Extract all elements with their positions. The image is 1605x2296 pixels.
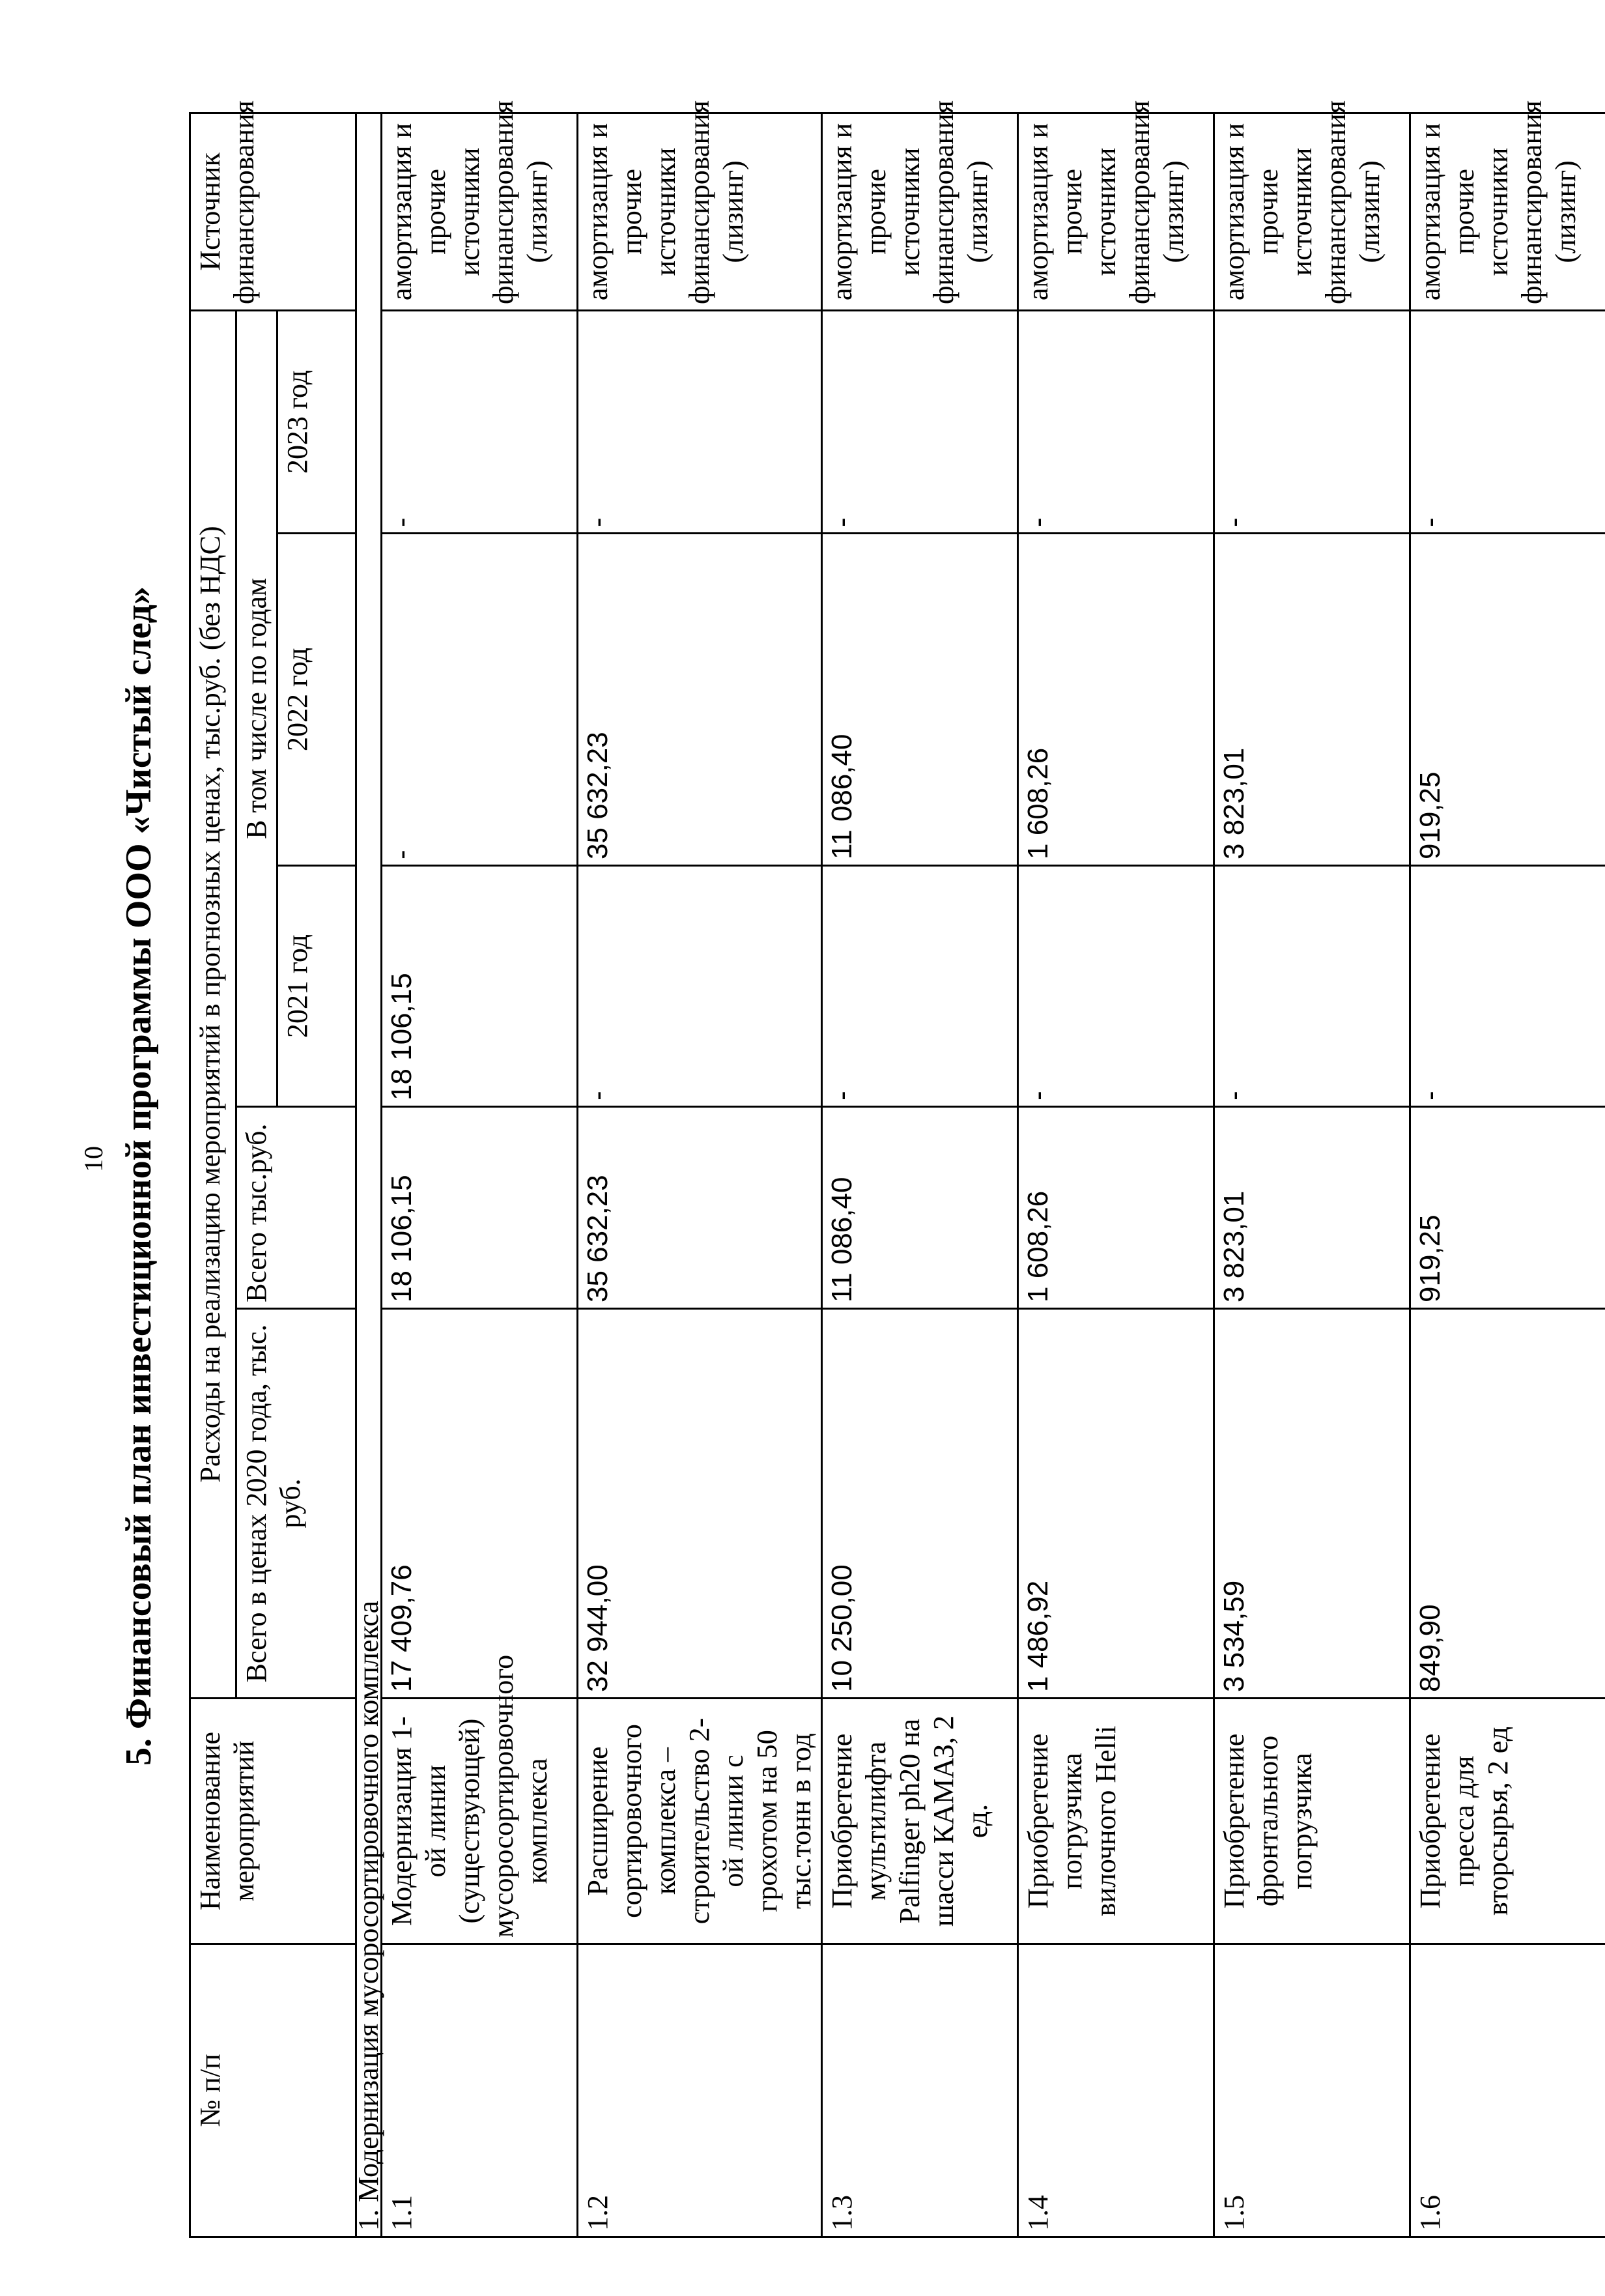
row-year-2021: - [1214, 866, 1410, 1107]
row-total: 18 106,15 [382, 1107, 578, 1309]
row-number: 1.1 [382, 1944, 578, 2237]
row-source: амортизация и прочие источники финансирования (лизинг) [1214, 113, 1410, 310]
header-expenses-group: Расходы на реализацию мероприятий в прогнозных ценах, тыс.руб. (без НДС) [190, 310, 236, 1698]
row-total: 35 632,23 [578, 1107, 822, 1309]
row-year-2021: - [1018, 866, 1214, 1107]
row-total: 919,25 [1410, 1107, 1605, 1309]
row-source: амортизация и прочие источники финансирования (лизинг) [1018, 113, 1214, 310]
row-year-2021: - [1410, 866, 1605, 1107]
row-base-2020: 849,90 [1410, 1309, 1605, 1699]
section-title: 1. Модернизация мусоросортировочного комплекса [356, 113, 382, 2237]
header-name: Наименование мероприятий [190, 1699, 356, 1944]
row-year-2021: 18 106,15 [382, 866, 578, 1107]
row-year-2022: 3 823,01 [1214, 534, 1410, 866]
header-source: Источник финансирования [190, 113, 356, 310]
row-base-2020: 3 534,59 [1214, 1309, 1410, 1699]
row-base-2020: 10 250,00 [822, 1309, 1018, 1699]
row-year-2023: - [822, 310, 1018, 533]
table-row [1214, 113, 1410, 2237]
page-number: 10 [79, 1146, 108, 1172]
table-row [578, 113, 822, 2237]
row-source: амортизация и прочие источники финансирования (лизинг) [1410, 113, 1605, 310]
row-number: 1.5 [1214, 1944, 1410, 2237]
row-year-2022: 11 086,40 [822, 534, 1018, 866]
header-year-2022: 2022 год [277, 534, 356, 866]
row-name: Расширение сортировочного комплекса – строительство 2-ой линии с грохотом на 50 тыс.тонн в год [578, 1699, 822, 1944]
header-by-years: В том числе по годам [236, 310, 277, 1106]
row-base-2020: 17 409,76 [382, 1309, 578, 1699]
row-name: Модернизация 1-ой линии (существующей) мусоросортировочного комплекса [382, 1699, 578, 1944]
header-num: № п/п [190, 1944, 356, 2237]
row-name: Приобретение мультилифта Palfinger ph20 на шасси КАМАЗ, 2 ед. [822, 1699, 1018, 1944]
row-number: 1.6 [1410, 1944, 1605, 2237]
row-year-2023: - [382, 310, 578, 533]
row-year-2021: - [822, 866, 1018, 1107]
row-year-2022: 1 608,26 [1018, 534, 1214, 866]
row-number: 1.4 [1018, 1944, 1214, 2237]
row-year-2023: - [578, 310, 822, 533]
row-year-2023: - [1018, 310, 1214, 533]
table-row [1410, 113, 1605, 2237]
header-total: Всего тыс.руб. [236, 1107, 356, 1309]
row-source: амортизация и прочие источники финансирования (лизинг) [822, 113, 1018, 310]
row-base-2020: 1 486,92 [1018, 1309, 1214, 1699]
row-name: Приобретение фронтального погрузчика [1214, 1699, 1410, 1944]
section-row [356, 113, 382, 2237]
row-base-2020: 32 944,00 [578, 1309, 822, 1699]
row-total: 11 086,40 [822, 1107, 1018, 1309]
header-row [190, 113, 236, 2237]
page-title: 5. Финансовый план инвестиционной программы ООО «Чистый след» [119, 586, 159, 1766]
table-row [1018, 113, 1214, 2237]
header-year-2021: 2021 год [277, 866, 356, 1107]
row-number: 1.2 [578, 1944, 822, 2237]
table-row [382, 113, 578, 2237]
row-year-2022: 35 632,23 [578, 534, 822, 866]
table-row [822, 113, 1018, 2237]
row-number: 1.3 [822, 1944, 1018, 2237]
row-name: Приобретение пресса для вторсырья, 2 ед [1410, 1699, 1605, 1944]
row-name: Приобретение погрузчика вилочного Helli [1018, 1699, 1214, 1944]
header-base-2020: Всего в ценах 2020 года, тыс. руб. [236, 1309, 356, 1699]
row-total: 3 823,01 [1214, 1107, 1410, 1309]
row-year-2021: - [578, 866, 822, 1107]
row-total: 1 608,26 [1018, 1107, 1214, 1309]
row-source: амортизация и прочие источники финансирования (лизинг) [578, 113, 822, 310]
header-year-2023: 2023 год [277, 310, 356, 533]
row-source: амортизация и прочие источники финансирования (лизинг) [382, 113, 578, 310]
financial-plan-table [189, 100, 1605, 2238]
row-year-2022: - [382, 534, 578, 866]
row-year-2023: - [1410, 310, 1605, 533]
row-year-2022: 919,25 [1410, 534, 1605, 866]
row-year-2023: - [1214, 310, 1410, 533]
